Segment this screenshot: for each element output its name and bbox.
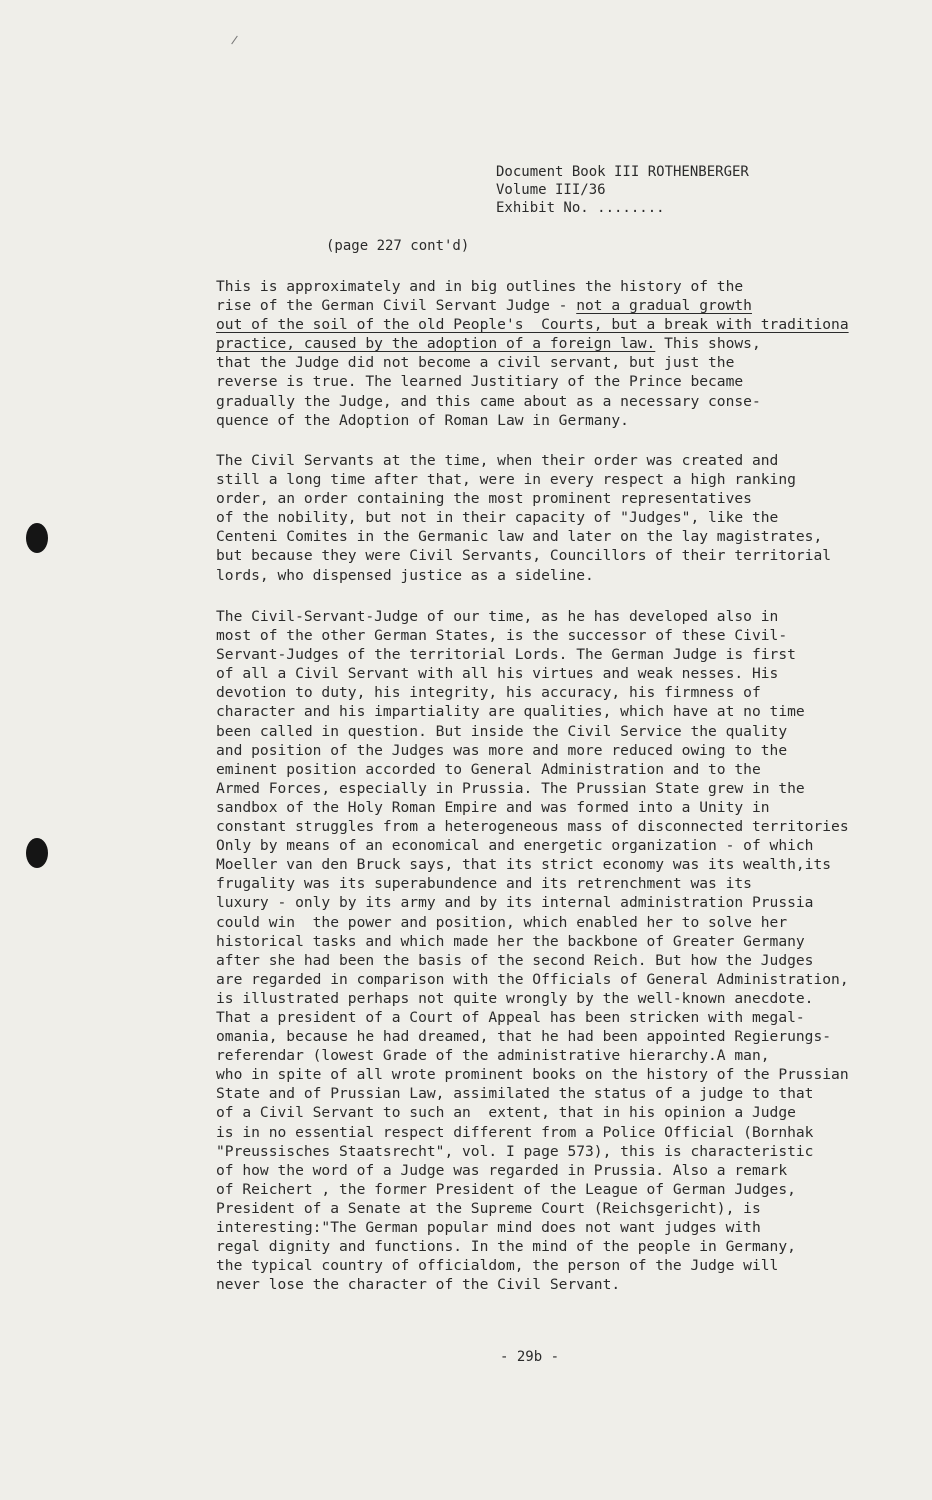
text-line: that the Judge did not become a civil servant, but just the [216, 354, 735, 372]
text-line: most of the other German States, is the successor of these Civil- [216, 627, 788, 645]
text-line: and position of the Judges was more and more reduced owing to the [216, 741, 788, 759]
underlined-text: not a gradual growth [576, 297, 752, 315]
paragraph-2 [216, 451, 916, 585]
text-line: of the nobility, but not in their capacity of "Judges", like the [216, 509, 779, 527]
header-exhibit: Exhibit No. ........ [496, 200, 665, 216]
text-line: is illustrated perhaps not quite wrongly by the well-known anecdote. [216, 989, 814, 1007]
text-line: after she had been the basis of the second Reich. But how the Judges [216, 951, 814, 969]
punch-hole [26, 838, 48, 868]
text-line: of a Civil Servant to such an extent, that in his opinion a Judge [216, 1104, 796, 1122]
text-line: "Preussisches Staatsrecht", vol. I page 573), this is characteristic [216, 1142, 814, 1160]
paragraph-1 [216, 277, 916, 430]
text-line: are regarded in comparison with the Officials of General Administration, [216, 970, 849, 988]
page-reference: (page 227 cont'd) [326, 238, 470, 254]
text-line: sandbox of the Holy Roman Empire and was formed into a Unity in [216, 798, 770, 816]
text-segment: This shows, [655, 335, 761, 353]
text-line: but because they were Civil Servants, Councillors of their territorial [216, 547, 832, 565]
text-line: of how the word of a Judge was regarded in Prussia. Also a remark [216, 1161, 788, 1179]
text-line: This is approximately and in big outlines the history of the [216, 278, 744, 295]
text-line: reverse is true. The learned Justitiary of the Prince became [216, 373, 744, 391]
pencil-mark [231, 36, 238, 45]
text-line: omania, because he had dreamed, that he had been appointed Regierungs- [216, 1028, 832, 1046]
text-line [216, 296, 916, 315]
page-number: - 29b - [500, 1349, 560, 1365]
text-line: lords, who dispensed justice as a sideline. [216, 566, 594, 584]
underlined-text-line: out of the soil of the old People's Courts, but a break with traditiona [216, 316, 849, 334]
text-line: historical tasks and which made her the backbone of Greater Germany [216, 932, 805, 950]
text-line: who in spite of all wrote prominent books on the history of the Prussian [216, 1066, 849, 1084]
text-line: interesting:"The German popular mind does not want judges with [216, 1219, 761, 1236]
text-line: never lose the character of the Civil Servant. [216, 1276, 621, 1294]
text-line: President of a Senate at the Supreme Court (Reichsgericht), is [216, 1199, 761, 1217]
text-line: devotion to duty, his integrity, his accuracy, his firmness of [216, 684, 761, 702]
header-volume: Volume III/36 [496, 182, 606, 198]
text-line: frugality was its superabundence and its retrenchment was its [216, 875, 752, 893]
text-line [216, 334, 916, 353]
text-line: Only by means of an economical and energetic organization - of which [216, 837, 814, 855]
text-line: The Civil-Servant-Judge of our time, as he has developed also in [216, 608, 779, 625]
text-line: is in no essential respect different from a Police Official (Bornhak [216, 1123, 814, 1141]
text-line: referendar (lowest Grade of the administrative hierarchy.A man, [216, 1047, 770, 1065]
paragraph-3 [216, 607, 916, 1294]
text-line: Armed Forces, especially in Prussia. The Prussian State grew in the [216, 779, 805, 797]
text-line: quence of the Adoption of Roman Law in Germany. [216, 411, 629, 429]
text-line: eminent position accorded to General Administration and to the [216, 760, 761, 778]
text-line: Servant-Judges of the territorial Lords. The German Judge is first [216, 646, 796, 664]
text-line: order, an order containing the most prominent representatives [216, 490, 752, 508]
text-segment: rise of the German Civil Servant Judge - [216, 297, 577, 315]
underlined-text: practice, caused by the adoption of a foreign law. [216, 335, 656, 353]
text-line: gradually the Judge, and this came about as a necessary conse- [216, 392, 761, 410]
punch-hole [26, 523, 48, 553]
text-line: the typical country of officialdom, the person of the Judge will [216, 1257, 779, 1275]
text-line: That a president of a Court of Appeal has been stricken with megal- [216, 1008, 805, 1026]
text-line: could win the power and position, which enabled her to solve her [216, 913, 788, 931]
text-line: The Civil Servants at the time, when their order was created and [216, 452, 779, 469]
text-line: luxury - only by its army and by its internal administration Prussia [216, 894, 814, 912]
header-document-book: Document Book III ROTHENBERGER [496, 164, 749, 180]
text-line: of Reichert , the former President of the League of German Judges, [216, 1180, 796, 1198]
text-line: character and his impartiality are qualities, which have at no time [216, 703, 805, 721]
document-header [496, 163, 749, 217]
text-line: constant struggles from a heterogeneous mass of disconnected territories [216, 818, 849, 836]
text-line: regal dignity and functions. In the mind of the people in Germany, [216, 1238, 796, 1256]
text-line: still a long time after that, were in every respect a high ranking [216, 471, 796, 489]
text-line: State and of Prussian Law, assimilated the status of a judge to that [216, 1085, 814, 1103]
text-line: Centeni Comites in the Germanic law and later on the lay magistrates, [216, 528, 823, 546]
text-line: of all a Civil Servant with all his virtues and weak nesses. His [216, 665, 779, 683]
text-line: been called in question. But inside the Civil Service the quality [216, 722, 788, 740]
text-line: Moeller van den Bruck says, that its strict economy was its wealth,its [216, 856, 832, 874]
